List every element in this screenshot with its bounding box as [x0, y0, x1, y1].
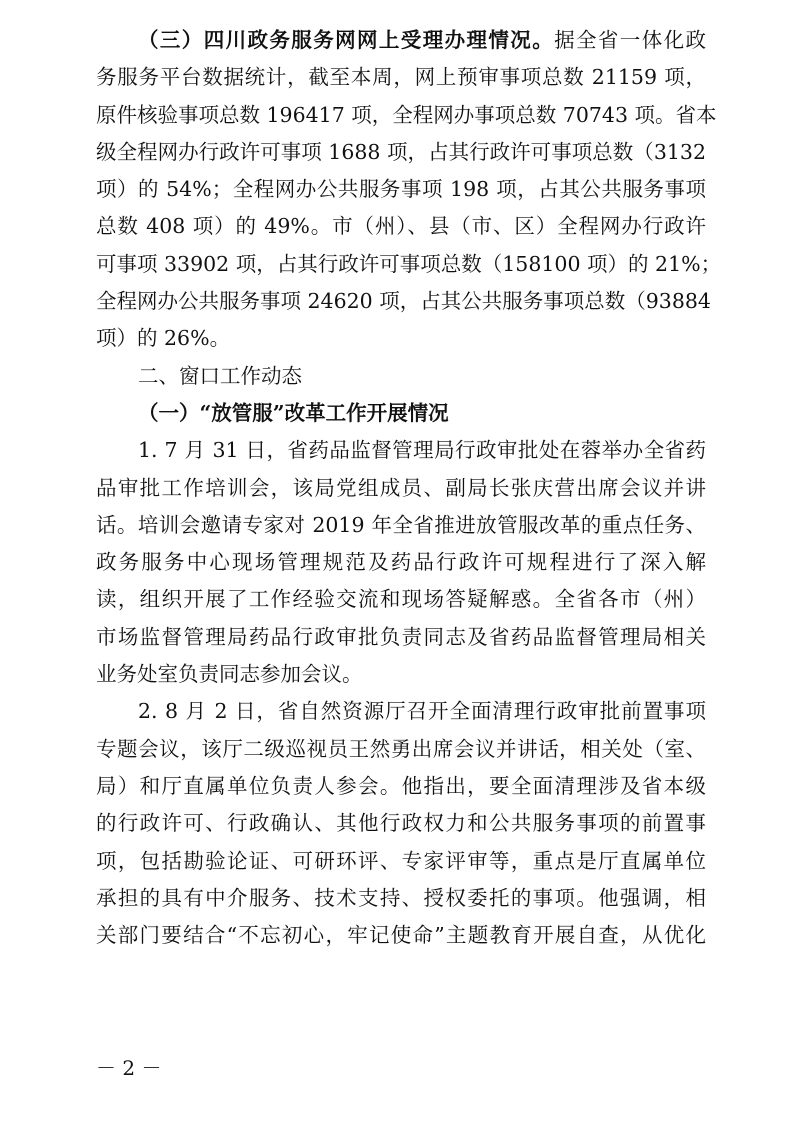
section3-line-1: [96, 22, 706, 59]
item2-line-5: 项，包括勘验论证、可研环评、专家评审等，重点是厅直属单位: [96, 848, 706, 873]
item2-line-2: 专题会议，该厅二级巡视员王然勇出席会议并讲话，相关处（室、: [96, 736, 706, 761]
section3-line-4: 级全程网办行政许可事项 1688 项，占其行政许可事项总数（3132: [96, 139, 706, 164]
section3-text: 据全省一体化政: [554, 28, 707, 52]
document-page: [96, 22, 722, 954]
item2-line-7: 关部门要结合“不忘初心，牢记使命”主题教育开展自查，从优化: [96, 923, 706, 948]
item1-line-3: 话。培训会邀请专家对 2019 年全省推进放管服改革的重点任务、: [96, 512, 706, 537]
section3-line-5: 项）的 54%；全程网办公共服务事项 198 项，占其公共服务事项: [96, 177, 706, 202]
section3-line-9: 项）的 26%。: [96, 326, 231, 351]
section3-line-2: 务服务平台数据统计，截至本周，网上预审事项总数 21159 项，: [96, 65, 706, 90]
section3-title: （三）四川政务服务网网上受理办理情况。: [138, 28, 555, 52]
section3-line-6: 总数 408 项）的 49%。市（州）、县（市、区）全程网办行政许: [96, 214, 706, 239]
item1-line-1: 1. 7 月 31 日，省药品监督管理局行政审批处在蓉举办全省药: [138, 438, 706, 463]
item1-line-2: 品审批工作培训会，该局党组成员、副局长张庆营出席会议并讲: [96, 475, 706, 500]
page-number: － 2 －: [96, 1056, 162, 1080]
item1-line-4: 政务服务中心现场管理规范及药品行政许可规程进行了深入解: [96, 550, 706, 575]
section3-line-7: 可事项 33902 项，占其行政许可事项总数（158100 项）的 21%；: [96, 251, 722, 276]
item2-line-1: 2. 8 月 2 日，省自然资源厅召开全面清理行政审批前置事项: [138, 699, 706, 724]
item2-line-4: 的行政许可、行政确认、其他行政权力和公共服务事项的前置事: [96, 811, 706, 836]
subheading-reform: （一）“放管服”改革工作开展情况: [138, 400, 449, 425]
item1-line-6: 市场监督管理局药品行政审批负责同志及省药品监督管理局相关: [96, 624, 706, 649]
item2-line-6: 承担的具有中介服务、技术支持、授权委托的事项。他强调，相: [96, 885, 706, 910]
section3-line-3: 原件核验事项总数 196417 项，全程网办事项总数 70743 项。省本: [96, 102, 717, 127]
item1-line-7: 业务处室负责同志参加会议。: [96, 662, 363, 687]
item1-line-5: 读，组织开展了工作经验交流和现场答疑解惑。全省各市（州）: [96, 587, 706, 612]
item2-line-3: 局）和厅直属单位负责人参会。他指出，要全面清理涉及省本级: [96, 773, 706, 798]
section-heading-window-work: 二、窗口工作动态: [138, 363, 302, 388]
section3-line-8: 全程网办公共服务事项 24620 项，占其公共服务事项总数（93884: [96, 289, 711, 314]
